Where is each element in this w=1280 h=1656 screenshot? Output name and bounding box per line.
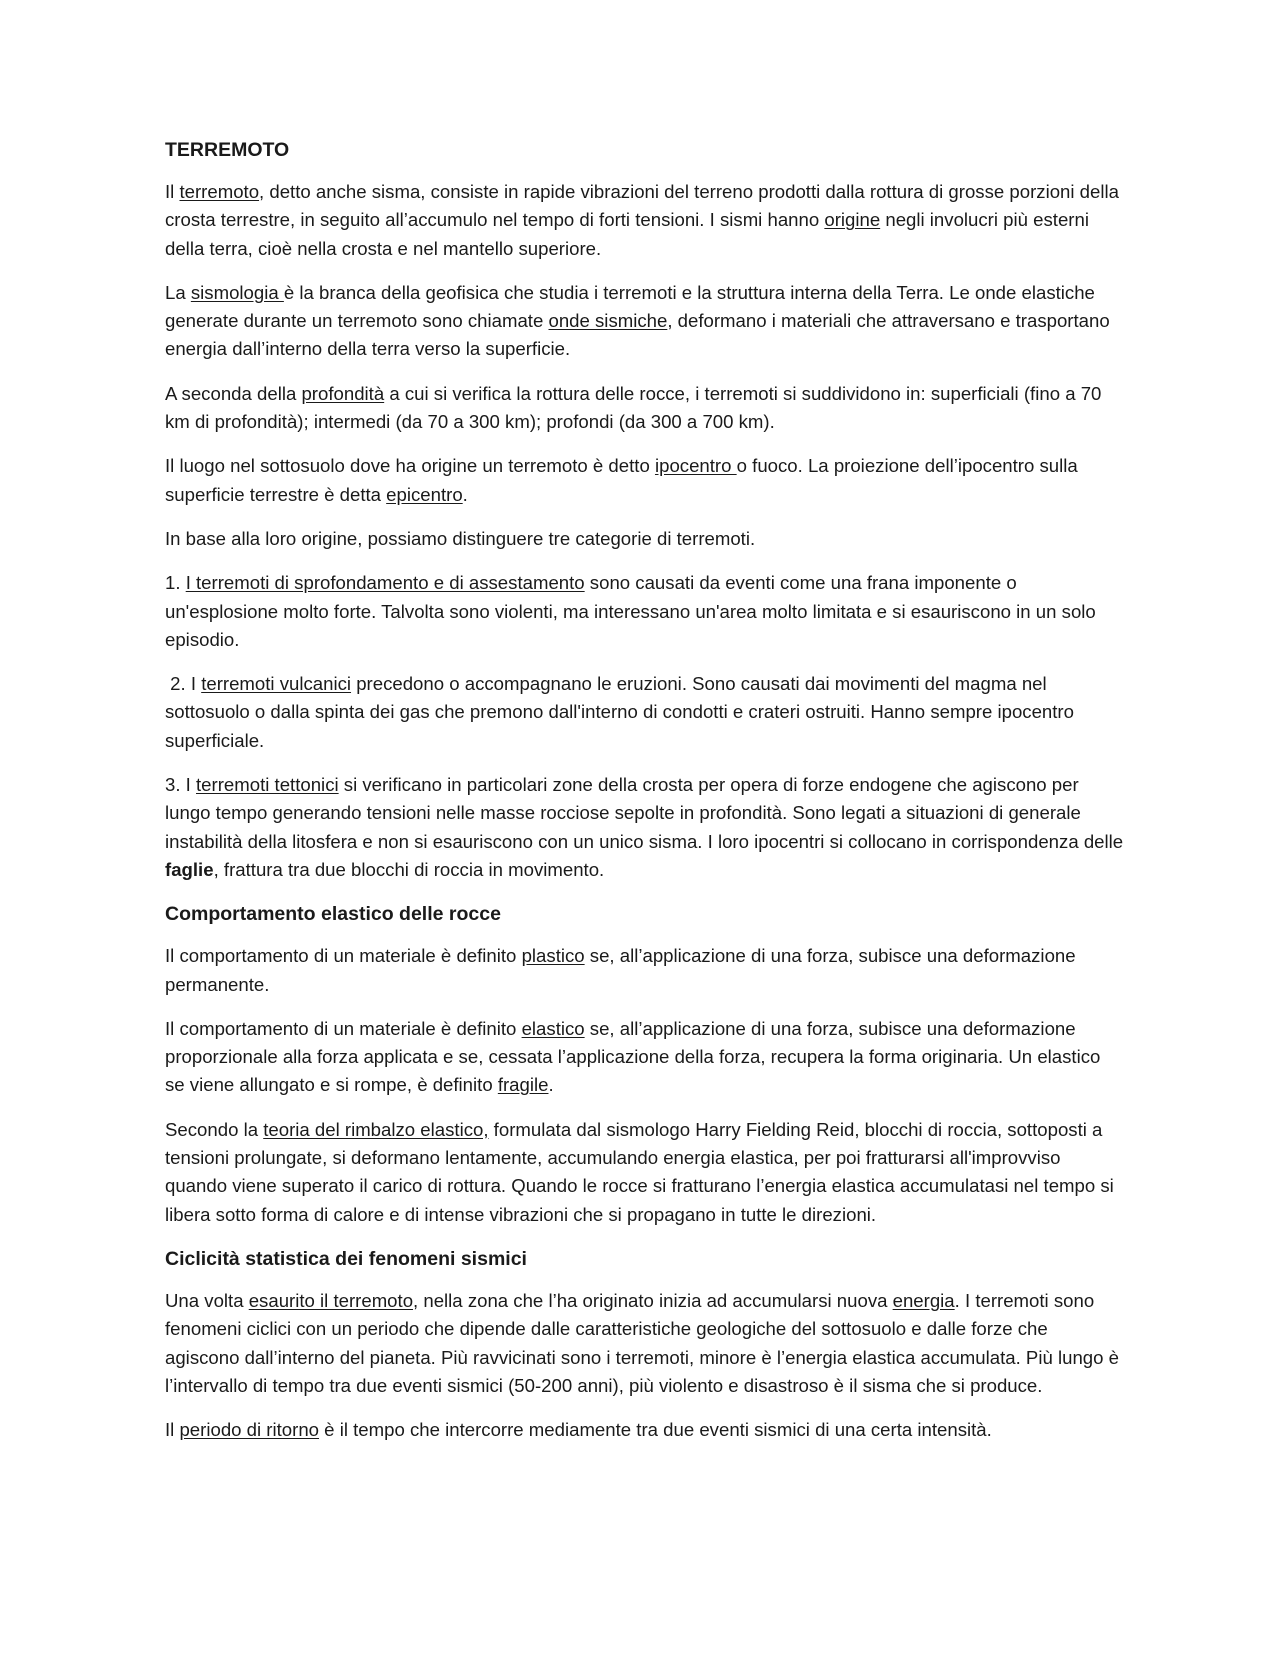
paragraph-ciclicita: Una volta esaurito il terremoto, nella zona che l’ha originato inizia ad accumularsi nuova energia. I terremoti sono fenomeni ciclici con un periodo che dipende dalle caratteristiche geologiche del sottosuolo e dalle forze che agiscono dall’interno del pianeta. Più ravvicinati sono i terremoti, minore è l’energia elastica accumulata. Più lungo è l’intervallo di tempo tra due eventi sismici (50-200 anni), più violento e disastroso è il sisma che si produce.	[165, 1289, 1119, 1396]
paragraph-sismologia: La sismologia è la branca della geofisica che studia i terremoti e la struttura interna della Terra. Le onde elastiche generate durante un terremoto sono chiamate onde sismiche, deformano i materiali che attraversano e trasportano energia dall’interno della terra verso la superficie.	[165, 281, 1110, 360]
section-heading-ciclicita: Ciclicità statistica dei fenomeni sismici	[165, 1247, 527, 1270]
paragraph-ipocentro: Il luogo nel sottosuolo dove ha origine un terremoto è detto ipocentro o fuoco. La proiezione dell’ipocentro sulla superficie terrestre è detta epicentro.	[165, 455, 1078, 505]
document-page	[165, 136, 1125, 1460]
term-origine: origine	[824, 209, 881, 231]
paragraph-profondita: A seconda della profondità a cui si verifica la rottura delle rocce, i terremoti si suddividono in: superficiali (fino a 70 km di profondità); intermedi (da 70 a 300 km); profondi (da 300 a 700 km).	[165, 382, 1102, 433]
document-title: TERREMOTO	[165, 139, 290, 161]
term-ipocentro: ipocentro	[654, 455, 737, 477]
paragraph-elastico: Il comportamento di un materiale è definito elastico se, all’applicazione di una forza, subisce una deformazione proporzionale alla forza applicata e se, cessata l’applicazione della forza, recupera la forma originaria. Un elastico se viene allungato e si rompe, è definito fragile.	[165, 1017, 1101, 1096]
paragraph-tettonici: 3. I terremoti tettonici si verificano in particolari zone della crosta per opera di forze endogene che agiscono per lungo tempo generando tensioni nelle masse rocciose sepolte in profondità. Sono legati a situazioni di generale instabilità della litosfera e non si esauriscono con un unico sisma. I loro ipocentri si collocano in corrispondenza delle faglie, frattura tra due blocchi di roccia in movimento.	[165, 774, 1124, 880]
term-esaurito-terremoto: esaurito il terremoto	[248, 1289, 414, 1311]
term-plastico: plastico	[521, 945, 585, 967]
term-periodo-ritorno: periodo di ritorno	[179, 1419, 320, 1441]
term-vulcanici: terremoti vulcanici	[201, 673, 352, 695]
paragraph-terremoto: Il terremoto, detto anche sisma, consiste in rapide vibrazioni del terreno prodotti dalla rottura di grosse porzioni della crosta terrestre, in seguito all’accumulo nel tempo di forti tensioni. I sismi hanno origine negli involucri più esterni della terra, cioè nella crosta e nel mantello superiore.	[165, 181, 1119, 259]
term-energia: energia	[892, 1289, 955, 1311]
paragraph-plastico: Il comportamento di un materiale è definito plastico se, all’applicazione di una forza, subisce una deformazione permanente.	[165, 945, 1076, 995]
term-onde-sismiche: onde sismiche	[548, 310, 668, 332]
term-sismologia: sismologia	[190, 281, 284, 303]
term-tettonici: terremoti tettonici	[196, 774, 339, 796]
paragraph-sprofondamento: 1. I terremoti di sprofondamento e di assestamento sono causati da eventi come una frana imponente o un'esplosione molto forte. Talvolta sono violenti, ma interessano un'area molto limitata e si esauriscono in un solo episodio.	[165, 572, 1096, 650]
paragraph-rimbalzo: Secondo la teoria del rimbalzo elastico, formulata dal sismologo Harry Fielding Reid, blocchi di roccia, sottoposti a tensioni prolungate, si deformano lentamente, accumulando energia elastica, per poi fratturarsi all'improvviso quando viene superato il carico di rottura. Quando le rocce si fratturano l’energia elastica accumulatasi nel tempo si libera sotto forma di calore e di intense vibrazioni che si propagano in tutte le direzioni.	[165, 1118, 1114, 1225]
section-heading-comportamento: Comportamento elastico delle rocce	[165, 903, 501, 926]
term-fragile: fragile	[497, 1074, 549, 1096]
term-elastico: elastico	[521, 1017, 585, 1039]
term-rimbalzo-elastico: teoria del rimbalzo elastico,	[263, 1118, 489, 1140]
term-faglie: faglie	[165, 858, 214, 880]
term-sprofondamento: I terremoti di sprofondamento e di assestamento	[185, 572, 585, 594]
term-profondita: profondità	[301, 382, 385, 404]
paragraph-periodo-ritorno: Il periodo di ritorno è il tempo che intercorre mediamente tra due eventi sismici di una certa intensità.	[165, 1419, 992, 1441]
paragraph-categorie: In base alla loro origine, possiamo distinguere tre categorie di terremoti.	[165, 527, 756, 549]
term-terremoto: terremoto	[179, 181, 260, 202]
term-epicentro: epicentro	[386, 483, 463, 505]
paragraph-vulcanici: 2. I terremoti vulcanici precedono o accompagnano le eruzioni. Sono causati dai movimenti del magma nel sottosuolo o dalla spinta dei gas che premono dall'interno di condotti e crateri ostruiti. Hanno sempre ipocentro superficiale.	[165, 673, 1080, 751]
